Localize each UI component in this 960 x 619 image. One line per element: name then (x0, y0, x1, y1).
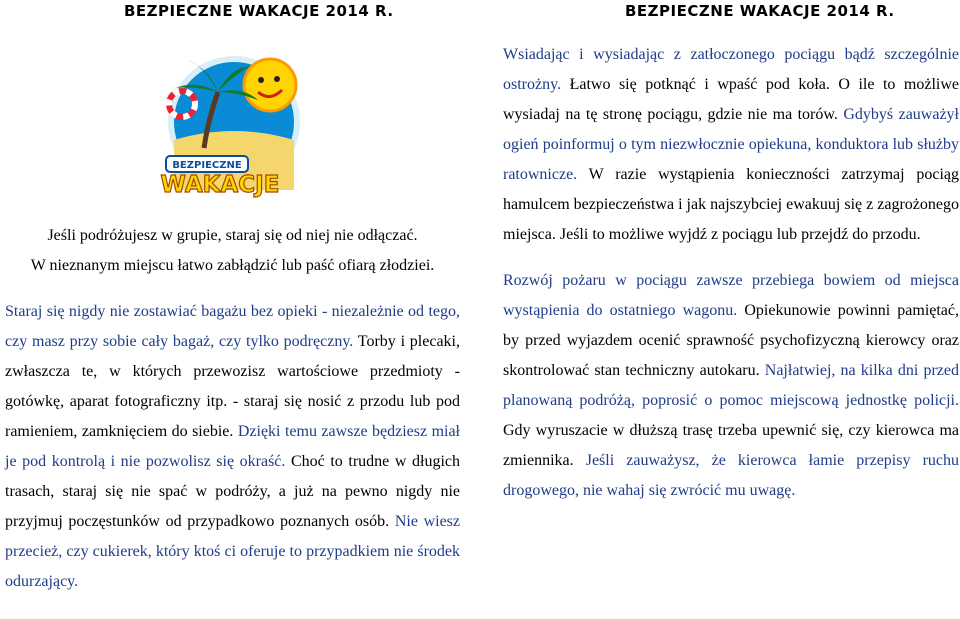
left-header-title: BEZPIECZNE WAKACJE 2014 R. (124, 2, 394, 20)
sun-icon (244, 59, 296, 111)
left-para1-text-a: Jeśli podróżujesz w grupie, staraj się od niej nie odłączać. (47, 227, 418, 244)
right-para1-text-b: Łatwo się potknąć i wpaść pod koła. O ile to możliwe wysiadaj na tę stronę pociągu, gdzie nie ma torów. (503, 76, 959, 123)
right-para2-text-d: Gdy wyruszacie w dłuższą trasę trzeba upewnić się, czy kierowca ma zmiennika. (503, 422, 959, 469)
right-column (503, 40, 959, 506)
right-para1-text-a: Wsiadając i wysiadając z zatłoczonego pociągu bądź szczególnie ostrożny. (503, 46, 959, 93)
right-para2-text-c: Najłatwiej, na kilka dni przed planowaną podróżą, poprosić o pomoc miejscową jednostkę policji. (503, 362, 959, 409)
left-para2-text-d: Choć to trudne w długich trasach, staraj się nie spać w podróży, a już na pewno nigdy nie przyjmuj poczęstunków od przypadkowo poznanych osób. (5, 453, 461, 530)
left-para2-text-b: Torby i plecaki, zwłaszcza te, w których przewozisz wartościowe przedmioty - gotówkę, aparat fotograficzny itp. - staraj się nosić z przodu lub pod ramieniem, zamknięciem do siebie. (5, 333, 460, 440)
right-para1-text-d: W razie wystąpienia konieczności zatrzymaj pociąg hamulcem bezpieczeństwa i jak najszybciej ewakuuj się z zagrożonego miejsca. Jeśli to możliwe wyjdź z pociągu lub przejdź do przodu. (503, 166, 959, 243)
right-paragraph-1 (503, 40, 959, 250)
right-para2-text-a: Rozwój pożaru w pociągu zawsze przebiega bowiem od miejsca wystąpienia do ostatniego wagonu. (503, 272, 959, 319)
left-para1-text-b: W nieznanym miejscu łatwo zabłądzić lub paść ofiarą złodziei. (30, 257, 435, 274)
right-para2-text-e: Jeśli zauważysz, że kierowca łamie przepisy ruchu drogowego, nie wahaj się zwrócić mu uwagę. (503, 452, 959, 499)
right-para2-text-b: Opiekunowie powinni pamiętać, by przed wyjazdem ocenić sprawność psychofizyczną kierowcy oraz skontrolować stan techniczny autokaru. (503, 302, 960, 379)
logo-line1: BEZPIECZNE (172, 160, 242, 171)
left-column (5, 221, 460, 597)
bezpieczne-wakacje-logo (160, 40, 308, 200)
right-paragraph-2 (503, 266, 959, 506)
right-para1-text-c: Gdybyś zauważył ogień poinformuj o tym niezwłocznie opiekuna, konduktora lub służby ratownicze. (503, 106, 959, 183)
left-paragraph-2 (5, 297, 460, 597)
left-para2-text-c: Dzięki temu zawsze będziesz miał je pod kontrolą i nie pozwolisz się okraść. (5, 423, 460, 470)
logo-line2: WAKACJE (160, 172, 280, 198)
left-para2-text-e: Nie wiesz przecież, czy cukierek, który ktoś ci oferuje to przypadkiem nie środek odurzający. (5, 513, 461, 590)
right-header-title: BEZPIECZNE WAKACJE 2014 R. (625, 2, 895, 20)
left-paragraph-1 (5, 221, 460, 281)
left-para2-text-a: Staraj się nigdy nie zostawiać bagażu bez opieki - niezależnie od tego, czy masz przy sobie cały bagaż, czy tylko podręczny. (5, 303, 460, 350)
